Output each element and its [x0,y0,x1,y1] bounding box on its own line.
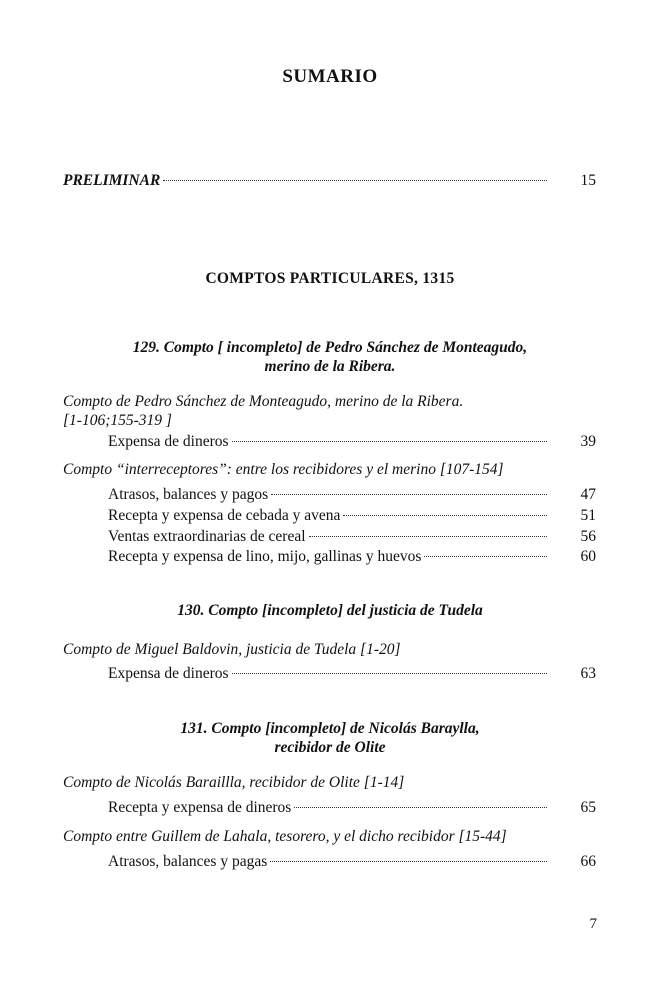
toc-entry-label: Ventas extraordinarias de cereal [108,528,306,545]
toc-entry-label: Expensa de dineros [108,665,229,682]
toc-entry[interactable] [108,797,596,819]
chapter-heading-line: 129. Compto [ incompleto] de Pedro Sánchez de Monteagudo, [132,339,528,356]
dot-leader [232,441,547,442]
toc-entry[interactable] [108,505,596,527]
toc-entry-label: Atrasos, balances y pagas [108,853,268,870]
toc-entry-page: 63 [580,665,596,682]
dot-leader [343,515,547,516]
toc-entry-page: 66 [580,853,596,870]
chapter-heading-130 [60,601,600,620]
dot-leader [271,494,547,495]
subsection-title-line: Compto entre Guillem de Lahala, tesorero, y el dicho recibidor [15-44] [63,828,507,845]
page-title: SUMARIO [282,66,378,87]
toc-entry-label: Recepta y expensa de cebada y avena [108,507,341,524]
subsection-title-line: Compto de Pedro Sánchez de Monteagudo, merino de la Ribera. [63,393,464,410]
subsection-title [63,460,623,479]
dot-leader [424,556,547,557]
toc-entry-page: 47 [580,486,596,503]
dot-leader [232,673,547,674]
dot-leader [294,807,547,808]
toc-entry[interactable] [108,526,596,548]
toc-entry[interactable] [108,663,596,685]
chapter-heading-129 [60,338,600,376]
toc-entry-preliminar[interactable] [63,170,596,192]
subsection-title-line: Compto de Miguel Baldovin, justicia de Tudela [1-20] [63,641,401,658]
toc-entry-page: 65 [580,799,596,816]
toc-entry-label: Expensa de dineros [108,433,229,450]
subsection-title [63,640,603,659]
toc-entry-label: Recepta y expensa de dineros [108,799,292,816]
chapter-heading-line: 130. Compto [incompleto] del justicia de Tudela [177,602,483,619]
toc-entry-page: 51 [580,507,596,524]
subsection-title [63,773,603,792]
subsection-title-line: Compto “interreceptores”: entre los recibidores y el merino [107-154] [63,461,504,478]
toc-entry[interactable] [108,484,596,506]
chapter-heading-line: merino de la Ribera. [264,358,396,375]
page-number: 7 [589,916,597,932]
subsection-title [63,392,603,430]
chapter-heading-line: 131. Compto [incompleto] de Nicolás Baraylla, [180,720,480,737]
toc-entry-page: 60 [580,548,596,565]
subsection-title-line: Compto de Nicolás Baraillla, recibidor de Olite [1-14] [63,774,405,791]
toc-entry-page: 15 [580,172,596,189]
chapter-heading-line: recibidor de Olite [274,739,386,756]
section-heading: COMPTOS PARTICULARES, 1315 [205,270,455,287]
toc-entry[interactable] [108,546,596,568]
toc-entry-label: PRELIMINAR [63,172,161,189]
toc-entry-label: Atrasos, balances y pagos [108,486,269,503]
subsection-title-line: [1-106;155-319 ] [63,412,172,429]
toc-entry-page: 39 [580,433,596,450]
toc-entry-label: Recepta y expensa de lino, mijo, gallinas y huevos [108,548,422,565]
chapter-heading-131 [60,719,600,757]
dot-leader [270,861,547,862]
subsection-title [63,827,623,846]
dot-leader [163,180,547,181]
toc-entry-page: 56 [580,528,596,545]
toc-entry[interactable] [108,431,596,453]
toc-entry[interactable] [108,851,596,873]
dot-leader [309,536,547,537]
